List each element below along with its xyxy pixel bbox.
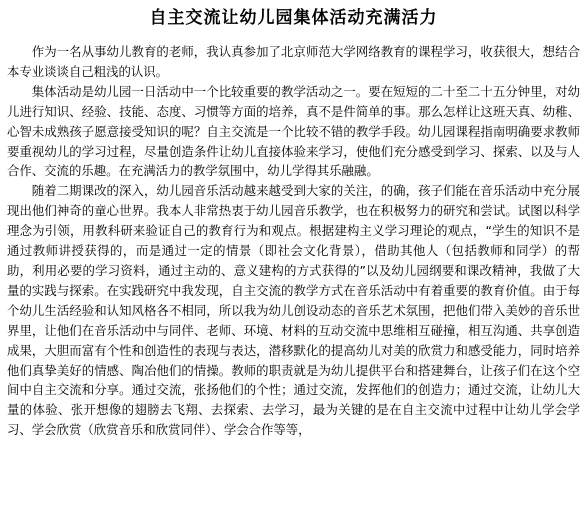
- paragraph-intro: 作为一名从事幼儿教育的老师，我认真参加了北京师范大学网络教育的课程学习，收获很大，想结合本专业谈谈自己粗浅的认识。: [7, 44, 580, 79]
- document-title: 自主交流让幼儿园集体活动充满活力: [149, 8, 438, 28]
- paragraph-collective-activity: 集体活动是幼儿园一日活动中一个比较重要的教学活动之一。要在短短的二十至二十五分钟里，对幼儿进行知识、经验、技能、态度、习惯等方面的培养，真不是件简单的事。那么怎样让这班天真、幼稚、心智未成熟孩子愿意接受知识的呢？自主交流是一个比较不错的教学手段。幼儿园课程指南明确要求教师要重视幼儿的学习过程，尽量创造条件让幼儿直接体验来学习，使他们充分感受到学习、探索、以及与人合作、交流的乐趣。在充满活力的教学氛围中，幼儿学得其乐融融。: [7, 83, 580, 179]
- paragraph-music-activity: 随着二期课改的深入，幼儿园音乐活动越来越受到大家的关注，的确，孩子们能在音乐活动中充分展现出他们神奇的童心世界。我本人非常热衷于幼儿园音乐教学，也在积极努力的研究和尝试。试图以科学理念为引领，用教科研来验证自己的教育行为和观点。根据建构主义学习理论的观点，“学生的知识不是通过教师讲授获得的，而是通过一定的情景（即社会文化背景），借助其他人（包括教师和同学）的帮助，利用必要的学习资料，通过主动的、意义建构的方式获得的”以及幼儿园纲要和课改精神，我做了大量的实践与探索。在实践研究中我发现，自主交流的教学方式在音乐活动中有着重要的教育价值。由于每个幼儿生活经验和认知风格各不相同，所以我为幼儿创设动态的音乐艺术氛围，把他们带入美妙的音乐世界里，让他们在音乐活动中与同伴、老师、环境、材料的互动交流中思维相互碰撞，相互沟通、共享创造成果，大胆而富有个性和创造性的表现与表达，潜移默化的提高幼儿对美的欣赏力和感受能力，同时培养他们真挚美好的情感、陶冶他们的情操。教师的职责就是为幼儿提供平台和搭建舞台，让孩子们在这个空间中自主交流和分享。通过交流，张扬他们的个性；通过交流，发挥他们的创造力；通过交流，让幼儿大量的体验、张开想像的翅膀去飞翔、去探索、去学习，最为关键的是在自主交流中过程中让幼儿学会学习、学会欣赏（欣赏音乐和欣赏同伴）、学会合作等等，: [7, 183, 580, 438]
